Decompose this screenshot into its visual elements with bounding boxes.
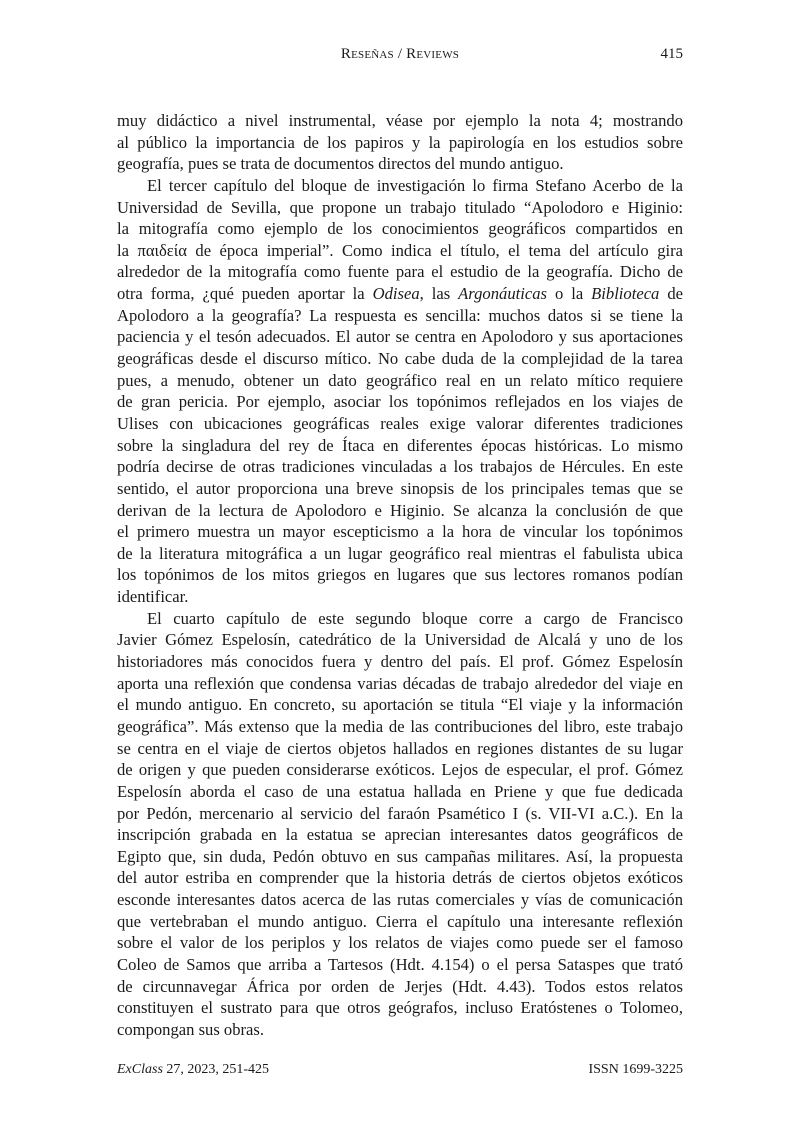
text-line: Universidad de Sevilla, que propone un trabajo titulado “Apolodoro e Higinio: (117, 197, 683, 217)
text-line: geográfica”. Más extenso que la media de las contribuciones del libro, este trabajo (117, 716, 683, 736)
text-line: pues, a menudo, obtener un dato geográfico real en un relato mítico requiere (117, 370, 683, 390)
text-line: alrededor de la mitografía como fuente para el estudio de la geografía. Dicho de (117, 262, 683, 282)
text-line: podría decirse de otras tradiciones vinculadas a los trabajos de Hércules. En este (117, 457, 683, 477)
text-line: Egipto que, sin duda, Pedón obtuvo en sus campañas militares. Así, la propuesta (117, 846, 683, 866)
text-line: El tercer capítulo del bloque de investigación lo firma Stefano Acerbo de la (147, 175, 683, 195)
page-number: 415 (660, 46, 683, 62)
text-line: de circunnavegar África por orden de Jerjes (Hdt. 4.43). Todos estos relatos (117, 976, 683, 996)
text-line: de la literatura mitográfica a un lugar geográfico real mientras el fabulista ubica (117, 543, 683, 563)
text-line: Ulises con ubicaciones geográficas reales exige valorar diferentes tradiciones (117, 413, 683, 433)
text-line: de gran pericia. Por ejemplo, asociar los topónimos reflejados en los viajes de (117, 392, 683, 412)
text-line: sentido, el autor proporciona una breve sinopsis de los principales temas que se (117, 478, 683, 498)
journal-name: ExClass (117, 1062, 163, 1077)
text-line: identificar. (117, 587, 189, 607)
text-line: el primero muestra un mayor escepticismo a la hora de vincular los topónimos (117, 522, 683, 542)
paragraph (117, 175, 683, 608)
text-line: paciencia y el tesón adecuados. El autor se centra en Apolodoro y sus aportaciones (117, 327, 683, 347)
text-line: por Pedón, mercenario al servicio del faraón Psamético I (s. VII-VI a.C.). En la (117, 803, 683, 823)
text-line: historiadores más conocidos fuera y dentro del país. El prof. Gómez Espelosín (117, 652, 683, 672)
text-line: al público la importancia de los papiros y la papirología en los estudios sobre (117, 132, 683, 152)
text-line: Coleo de Samos que arriba a Tartesos (Hdt. 4.154) o el persa Sataspes que trató (117, 954, 683, 974)
italic-title: Argonáuticas (458, 284, 547, 304)
text-line: que vertebraban el mundo antiguo. Cierra el capítulo una interesante reflexión (117, 911, 683, 931)
text-line: constituyen el sustrato para que otros geógrafos, incluso Eratóstenes o Tolomeo, (117, 998, 683, 1018)
text-line: la παιδεία de época imperial”. Como indica el título, el tema del artículo gira (117, 240, 683, 260)
paragraph (117, 608, 683, 1041)
text-line: compongan sus obras. (117, 1019, 265, 1039)
page-header (117, 46, 683, 66)
italic-title: Biblioteca (591, 284, 660, 304)
issn: ISSN 1699-3225 (588, 1062, 683, 1077)
running-head: Reseñas / Reviews (340, 46, 460, 62)
text-line: muy didáctico a nivel instrumental, véase por ejemplo la nota 4; mostrando (117, 111, 683, 130)
text-line: la mitografía como ejemplo de los conocimientos geográficos compartidos en (117, 219, 683, 239)
text-line: El cuarto capítulo de este segundo bloque corre a cargo de Francisco (147, 608, 683, 628)
text-line: del autor estriba en comprender que la historia detrás de ciertos objetos exóticos (117, 868, 683, 888)
journal-citation (117, 1062, 269, 1078)
text-line: se centra en el viaje de ciertos objetos hallados en regiones distantes de su lugar (117, 738, 683, 758)
text-line: de origen y que pueden considerarse exóticos. Lejos de especular, el prof. Gómez (117, 760, 683, 780)
text-line: sobre la singladura del rey de Ítaca en diferentes épocas históricas. Lo mismo (117, 435, 683, 455)
text-line: el mundo antiguo. En concreto, su aportación se titula “El viaje y la información (117, 695, 683, 715)
text-line: sobre el valor de los periplos y los relatos de viajes como puede ser el famoso (117, 933, 683, 953)
text-line: inscripción grabada en la estatua se aprecian interesantes datos geográficos de (117, 825, 683, 845)
volume-year-pages: 27, 2023, 251-425 (162, 1062, 270, 1077)
text-line: derivan de la lectura de Apolodoro e Higinio. Se alcanza la conclusión de que (117, 500, 683, 520)
text-line: Espelosín aborda el caso de una estatua hallada en Priene y que fue dedicada (117, 781, 683, 801)
text-line: geografía, pues se trata de documentos directos del mundo antiguo. (117, 154, 564, 174)
paragraph (117, 110, 683, 175)
text-line: los topónimos de los mitos griegos en lugares que sus lectores romanos podían (117, 565, 683, 585)
text-line: esconde interesantes datos acerca de las rutas comerciales y vías de comunicación (117, 890, 683, 910)
text-line: geográficas desde el discurso mítico. No cabe duda de la complejidad de la tarea (117, 349, 683, 369)
text-line: otra forma, ¿qué pueden aportar la Odisea, las Argonáuticas o la Biblioteca de (117, 284, 683, 304)
text-line: Apolodoro a la geografía? La respuesta es sencilla: muchos datos si se tiene la (117, 305, 683, 325)
article-body (117, 110, 683, 1041)
text-line: Javier Gómez Espelosín, catedrático de la Universidad de Alcalá y uno de los (117, 630, 683, 650)
text-line: aporta una reflexión que condensa varias décadas de trabajo alrededor del viaje en (117, 673, 683, 693)
italic-title: Odisea (372, 284, 420, 304)
